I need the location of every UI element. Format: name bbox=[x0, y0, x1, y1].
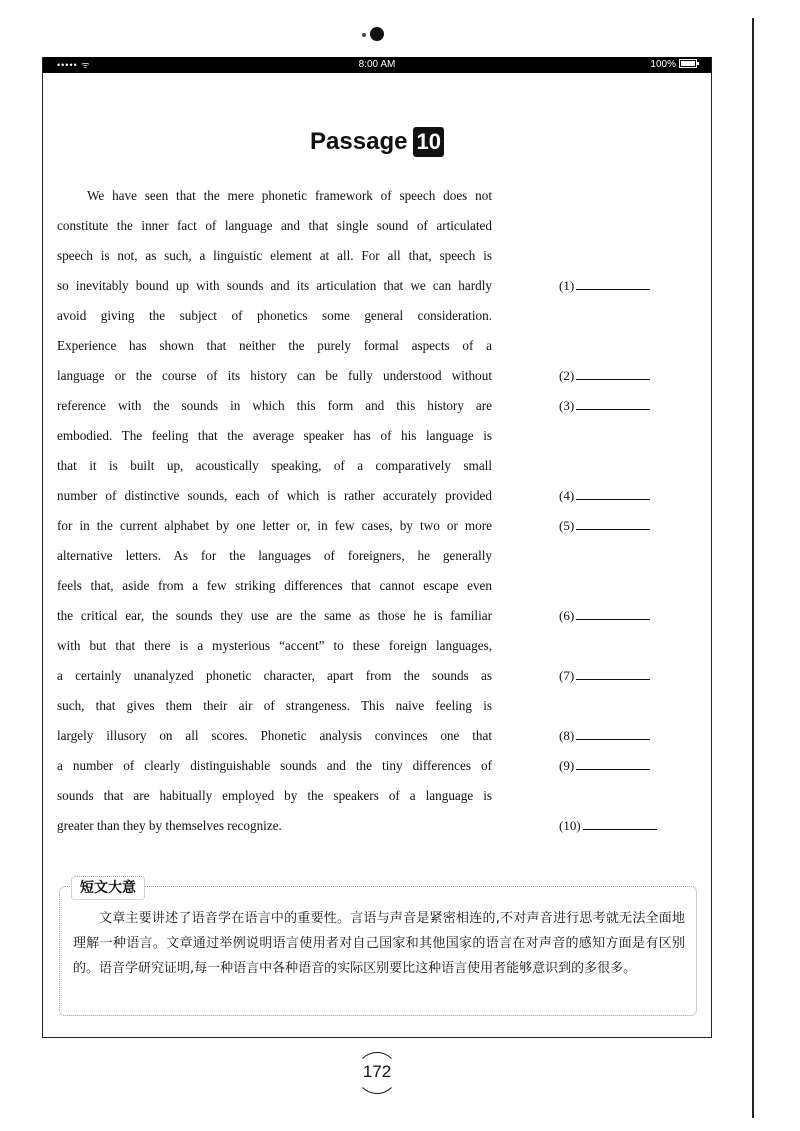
blank-label: (3) bbox=[559, 398, 575, 413]
page-edge-rule bbox=[752, 18, 754, 1118]
passage-number-badge: 10 bbox=[413, 127, 443, 157]
answer-blank[interactable] bbox=[559, 661, 650, 691]
blank-label: (7) bbox=[559, 668, 575, 683]
passage-line: greater than they by themselves recognize. bbox=[57, 818, 282, 833]
status-time: 8:00 AM bbox=[358, 59, 396, 70]
battery-status bbox=[650, 57, 697, 73]
blank-label: (2) bbox=[559, 368, 575, 383]
camera-icon bbox=[356, 25, 396, 45]
passage-text bbox=[57, 181, 492, 841]
passage-line: such, that gives them their air of strangeness. This naive feeling is bbox=[57, 698, 492, 713]
passage-line: speech is not, as such, a linguistic element at all. For all that, speech is bbox=[57, 248, 492, 263]
answer-blank[interactable] bbox=[559, 271, 650, 301]
passage-line: a certainly unanalyzed phonetic character, apart from the sounds as bbox=[57, 668, 492, 683]
blank-label: (1) bbox=[559, 278, 575, 293]
summary-title: 短文大意 bbox=[71, 876, 145, 900]
blank-line[interactable] bbox=[576, 513, 650, 530]
passage-line: with but that there is a mysterious “accent” to these foreign languages, bbox=[57, 638, 492, 653]
passage-line: embodied. The feeling that the average speaker has of his language is bbox=[57, 428, 492, 443]
answer-blank[interactable] bbox=[559, 511, 650, 541]
passage-line: alternative letters. As for the languages of foreigners, he generally bbox=[57, 548, 492, 563]
passage-line: that it is built up, acoustically speaking, of a comparatively small bbox=[57, 458, 492, 473]
blank-line[interactable] bbox=[576, 723, 650, 740]
page-title: Passage bbox=[310, 128, 408, 155]
summary-text: 文章主要讲述了语音学在语言中的重要性。言语与声音是紧密相连的,不对声音进行思考就无法全面地理解一种语言。文章通过举例说明语言使用者对自己国家和其他国家的语言在对声音的感知方面是有区别的。语音学研究证明,每一种语言中各种语音的实际区别要比这种语言使用者能够意识到的多很多。 bbox=[73, 911, 685, 976]
blank-line[interactable] bbox=[576, 753, 650, 770]
blank-label: (5) bbox=[559, 518, 575, 533]
answer-blank[interactable] bbox=[559, 601, 650, 631]
blank-line[interactable] bbox=[576, 273, 650, 290]
blank-line[interactable] bbox=[576, 393, 650, 410]
passage-line: We have seen that the mere phonetic framework of speech does not bbox=[87, 188, 492, 203]
blank-label: (10) bbox=[559, 818, 581, 833]
passage-line: sounds that are habitually employed by the speakers of a language is bbox=[57, 788, 492, 803]
passage-line: constitute the inner fact of language and that single sound of articulated bbox=[57, 218, 492, 233]
blank-line[interactable] bbox=[576, 663, 650, 680]
answer-blank[interactable] bbox=[559, 721, 650, 751]
passage-line: reference with the sounds in which this form and this history are bbox=[57, 398, 492, 413]
battery-percent: 100% bbox=[650, 59, 676, 70]
answer-blank[interactable] bbox=[559, 751, 650, 781]
passage-line: language or the course of its history can be fully understood without bbox=[57, 368, 492, 383]
answer-blank[interactable] bbox=[559, 391, 650, 421]
signal-indicator: ••••• ᯤ bbox=[57, 60, 91, 70]
blank-line[interactable] bbox=[576, 603, 650, 620]
passage-line: feels that, aside from a few striking differences that cannot escape even bbox=[57, 578, 492, 593]
blank-line[interactable] bbox=[576, 483, 650, 500]
blank-label: (8) bbox=[559, 728, 575, 743]
battery-icon bbox=[679, 59, 697, 68]
page-number bbox=[352, 1052, 402, 1092]
answer-blank[interactable] bbox=[559, 481, 650, 511]
passage-line: Experience has shown that neither the purely formal aspects of a bbox=[57, 338, 492, 353]
passage-line: number of distinctive sounds, each of which is rather accurately provided bbox=[57, 488, 492, 503]
passage-line: largely illusory on all scores. Phonetic analysis convinces one that bbox=[57, 728, 492, 743]
blank-label: (6) bbox=[559, 608, 575, 623]
page-number-text: 172 bbox=[362, 1062, 392, 1081]
passage-line: the critical ear, the sounds they use are the same as those he is familiar bbox=[57, 608, 492, 623]
blank-label: (4) bbox=[559, 488, 575, 503]
blank-line[interactable] bbox=[583, 813, 657, 830]
passage-line: so inevitably bound up with sounds and its articulation that we can hardly bbox=[57, 278, 492, 293]
answer-blank[interactable] bbox=[559, 811, 657, 841]
blank-label: (9) bbox=[559, 758, 575, 773]
tablet-screen bbox=[42, 57, 712, 1038]
blank-line[interactable] bbox=[576, 363, 650, 380]
summary-box bbox=[59, 876, 697, 1016]
status-bar bbox=[43, 57, 711, 73]
passage-line: avoid giving the subject of phonetics some general consideration. bbox=[57, 308, 492, 323]
answer-blank[interactable] bbox=[559, 361, 650, 391]
passage-line: a number of clearly distinguishable sounds and the tiny differences of bbox=[57, 758, 492, 773]
passage-line: for in the current alphabet by one letter or, in few cases, by two or more bbox=[57, 518, 492, 533]
passage-heading bbox=[43, 127, 711, 157]
